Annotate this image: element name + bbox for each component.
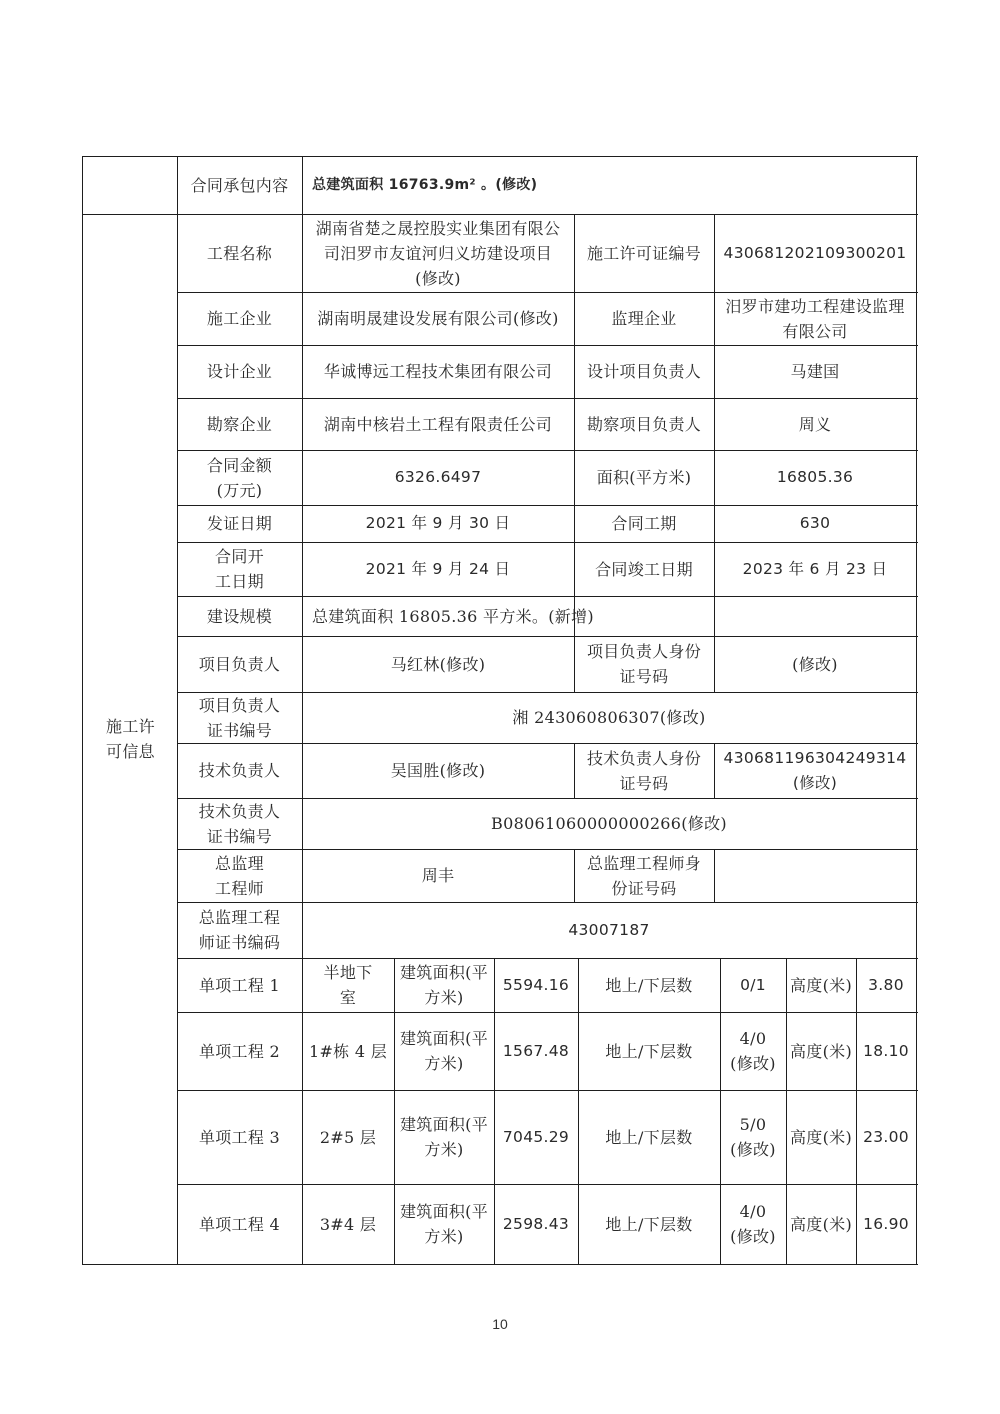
supervision-company-value: 汨罗市建功工程建设监理有限公司 xyxy=(725,296,905,341)
sub-project-floors: 4/0 (修改) xyxy=(730,1029,776,1073)
page-number: 10 xyxy=(492,1316,508,1332)
section-label: 施工许可信息 xyxy=(106,717,155,761)
sub-project-floors: 5/0 (修改) xyxy=(730,1115,776,1159)
sub-project-label: 单项工程 3 xyxy=(198,1127,281,1147)
sub-project-floors: 0/1 xyxy=(740,975,766,994)
survey-company-label: 勘察企业 xyxy=(206,414,273,434)
sub-project-floors: 4/0 (修改) xyxy=(730,1202,776,1246)
sub-area-header: 建筑面积(平方米) xyxy=(399,1029,489,1073)
contract-period-label: 合同工期 xyxy=(611,514,677,533)
area-value: 16805.36 xyxy=(776,468,854,486)
start-date-label: 合同开工日期 xyxy=(215,547,264,591)
tech-lead-id-value: 430681196304249314 (修改) xyxy=(723,748,907,792)
supervision-company-label: 监理企业 xyxy=(611,309,677,328)
sub-project-area: 7045.29 xyxy=(502,1127,570,1146)
sub-floors-header: 地上/下层数 xyxy=(605,1127,693,1147)
project-lead-value: 马红林(修改) xyxy=(390,654,486,674)
sub-height-header: 高度(米) xyxy=(790,1214,852,1234)
sub-area-header: 建筑面积(平方米) xyxy=(399,1115,489,1159)
permit-no-label: 施工许可证编号 xyxy=(586,243,702,263)
construction-company-value: 湖南明晟建设发展有限公司(修改) xyxy=(317,309,559,328)
chief-supervisor-id-label: 总监理工程师身份证号码 xyxy=(586,853,702,898)
contract-value: 总建筑面积 16763.9m² 。(修改) xyxy=(312,176,538,193)
sub-project-name: 2#5 层 xyxy=(319,1127,377,1147)
sub-height-header: 高度(米) xyxy=(790,1041,852,1061)
project-lead-cert-value: 湘 243060806307(修改) xyxy=(512,708,706,727)
project-lead-id-label: 项目负责人身份证号码 xyxy=(586,642,702,686)
sub-project-area: 5594.16 xyxy=(502,975,570,994)
chief-supervisor-cert-value: 43007187 xyxy=(568,920,650,939)
sub-area-header: 建筑面积(平方米) xyxy=(399,963,489,1007)
sub-project-height: 16.90 xyxy=(863,1214,909,1233)
sub-project-label: 单项工程 1 xyxy=(198,975,281,995)
tech-lead-id-label: 技术负责人身份证号码 xyxy=(586,748,702,793)
chief-supervisor-cert-label: 总监理工程师证书编码 xyxy=(198,908,281,952)
survey-lead-label: 勘察项目负责人 xyxy=(586,414,702,434)
design-company-value: 华诚博远工程技术集团有限公司 xyxy=(323,362,553,381)
sub-floors-header: 地上/下层数 xyxy=(605,1041,693,1061)
contract-amount-label: 合同金额(万元) xyxy=(206,455,273,500)
sub-project-height: 23.00 xyxy=(863,1127,909,1146)
sub-project-name: 半地下室 xyxy=(323,963,373,1007)
sub-project-height: 3.80 xyxy=(868,975,904,994)
sub-height-header: 高度(米) xyxy=(790,975,852,995)
sub-floors-header: 地上/下层数 xyxy=(605,1214,693,1234)
tech-lead-label: 技术负责人 xyxy=(198,761,281,780)
sub-floors-header: 地上/下层数 xyxy=(605,975,693,995)
permit-no-value: 430681202109300201 xyxy=(723,243,907,262)
issue-date-label: 发证日期 xyxy=(206,514,273,533)
construction-company-label: 施工企业 xyxy=(206,309,273,328)
chief-supervisor-label: 总监理工程师 xyxy=(215,853,264,898)
scale-label: 建设规模 xyxy=(206,606,273,626)
tech-lead-cert-label: 技术负责人证书编号 xyxy=(198,801,281,846)
contract-amount-value: 6326.6497 xyxy=(394,468,482,486)
sub-project-label: 单项工程 4 xyxy=(198,1214,281,1234)
design-lead-value: 马建国 xyxy=(790,362,840,381)
project-name-label: 工程名称 xyxy=(206,243,273,263)
sub-project-area: 2598.43 xyxy=(502,1214,570,1233)
sub-area-header: 建筑面积(平方米) xyxy=(399,1202,489,1246)
sub-project-name: 1#栋 4 层 xyxy=(308,1041,388,1061)
area-label: 面积(平方米) xyxy=(596,468,692,487)
survey-company-value: 湖南中核岩土工程有限责任公司 xyxy=(323,414,553,434)
tech-lead-value: 吴国胜(修改) xyxy=(390,761,486,780)
issue-date-value: 2021 年 9 月 30 日 xyxy=(365,514,511,532)
survey-lead-value: 周义 xyxy=(798,414,832,434)
project-lead-id-value: (修改) xyxy=(792,654,838,674)
contract-period-value: 630 xyxy=(799,514,831,532)
project-lead-cert-label: 项目负责人证书编号 xyxy=(198,695,281,740)
sub-project-height: 18.10 xyxy=(863,1041,909,1060)
design-lead-label: 设计项目负责人 xyxy=(586,362,702,381)
completion-date-value: 2023 年 6 月 23 日 xyxy=(742,559,888,578)
completion-date-label: 合同竣工日期 xyxy=(595,559,693,579)
sub-project-name: 3#4 层 xyxy=(319,1214,377,1234)
design-company-label: 设计企业 xyxy=(206,362,273,381)
start-date-value: 2021 年 9 月 24 日 xyxy=(365,559,511,578)
project-lead-label: 项目负责人 xyxy=(198,654,281,674)
chief-supervisor-id-value xyxy=(714,849,916,902)
sub-height-header: 高度(米) xyxy=(790,1127,852,1147)
scale-value: 总建筑面积 16805.36 平方米。(新增) xyxy=(312,606,594,626)
chief-supervisor-value: 周丰 xyxy=(421,866,455,885)
sub-project-area: 1567.48 xyxy=(502,1041,570,1060)
project-name-value: 湖南省楚之晟控股实业集团有限公司汨罗市友谊河归义坊建设项目 (修改) xyxy=(315,218,561,288)
sub-project-label: 单项工程 2 xyxy=(198,1041,281,1061)
contract-label: 合同承包内容 xyxy=(190,175,289,195)
tech-lead-cert-value: B08061060000000266(修改) xyxy=(491,814,727,833)
